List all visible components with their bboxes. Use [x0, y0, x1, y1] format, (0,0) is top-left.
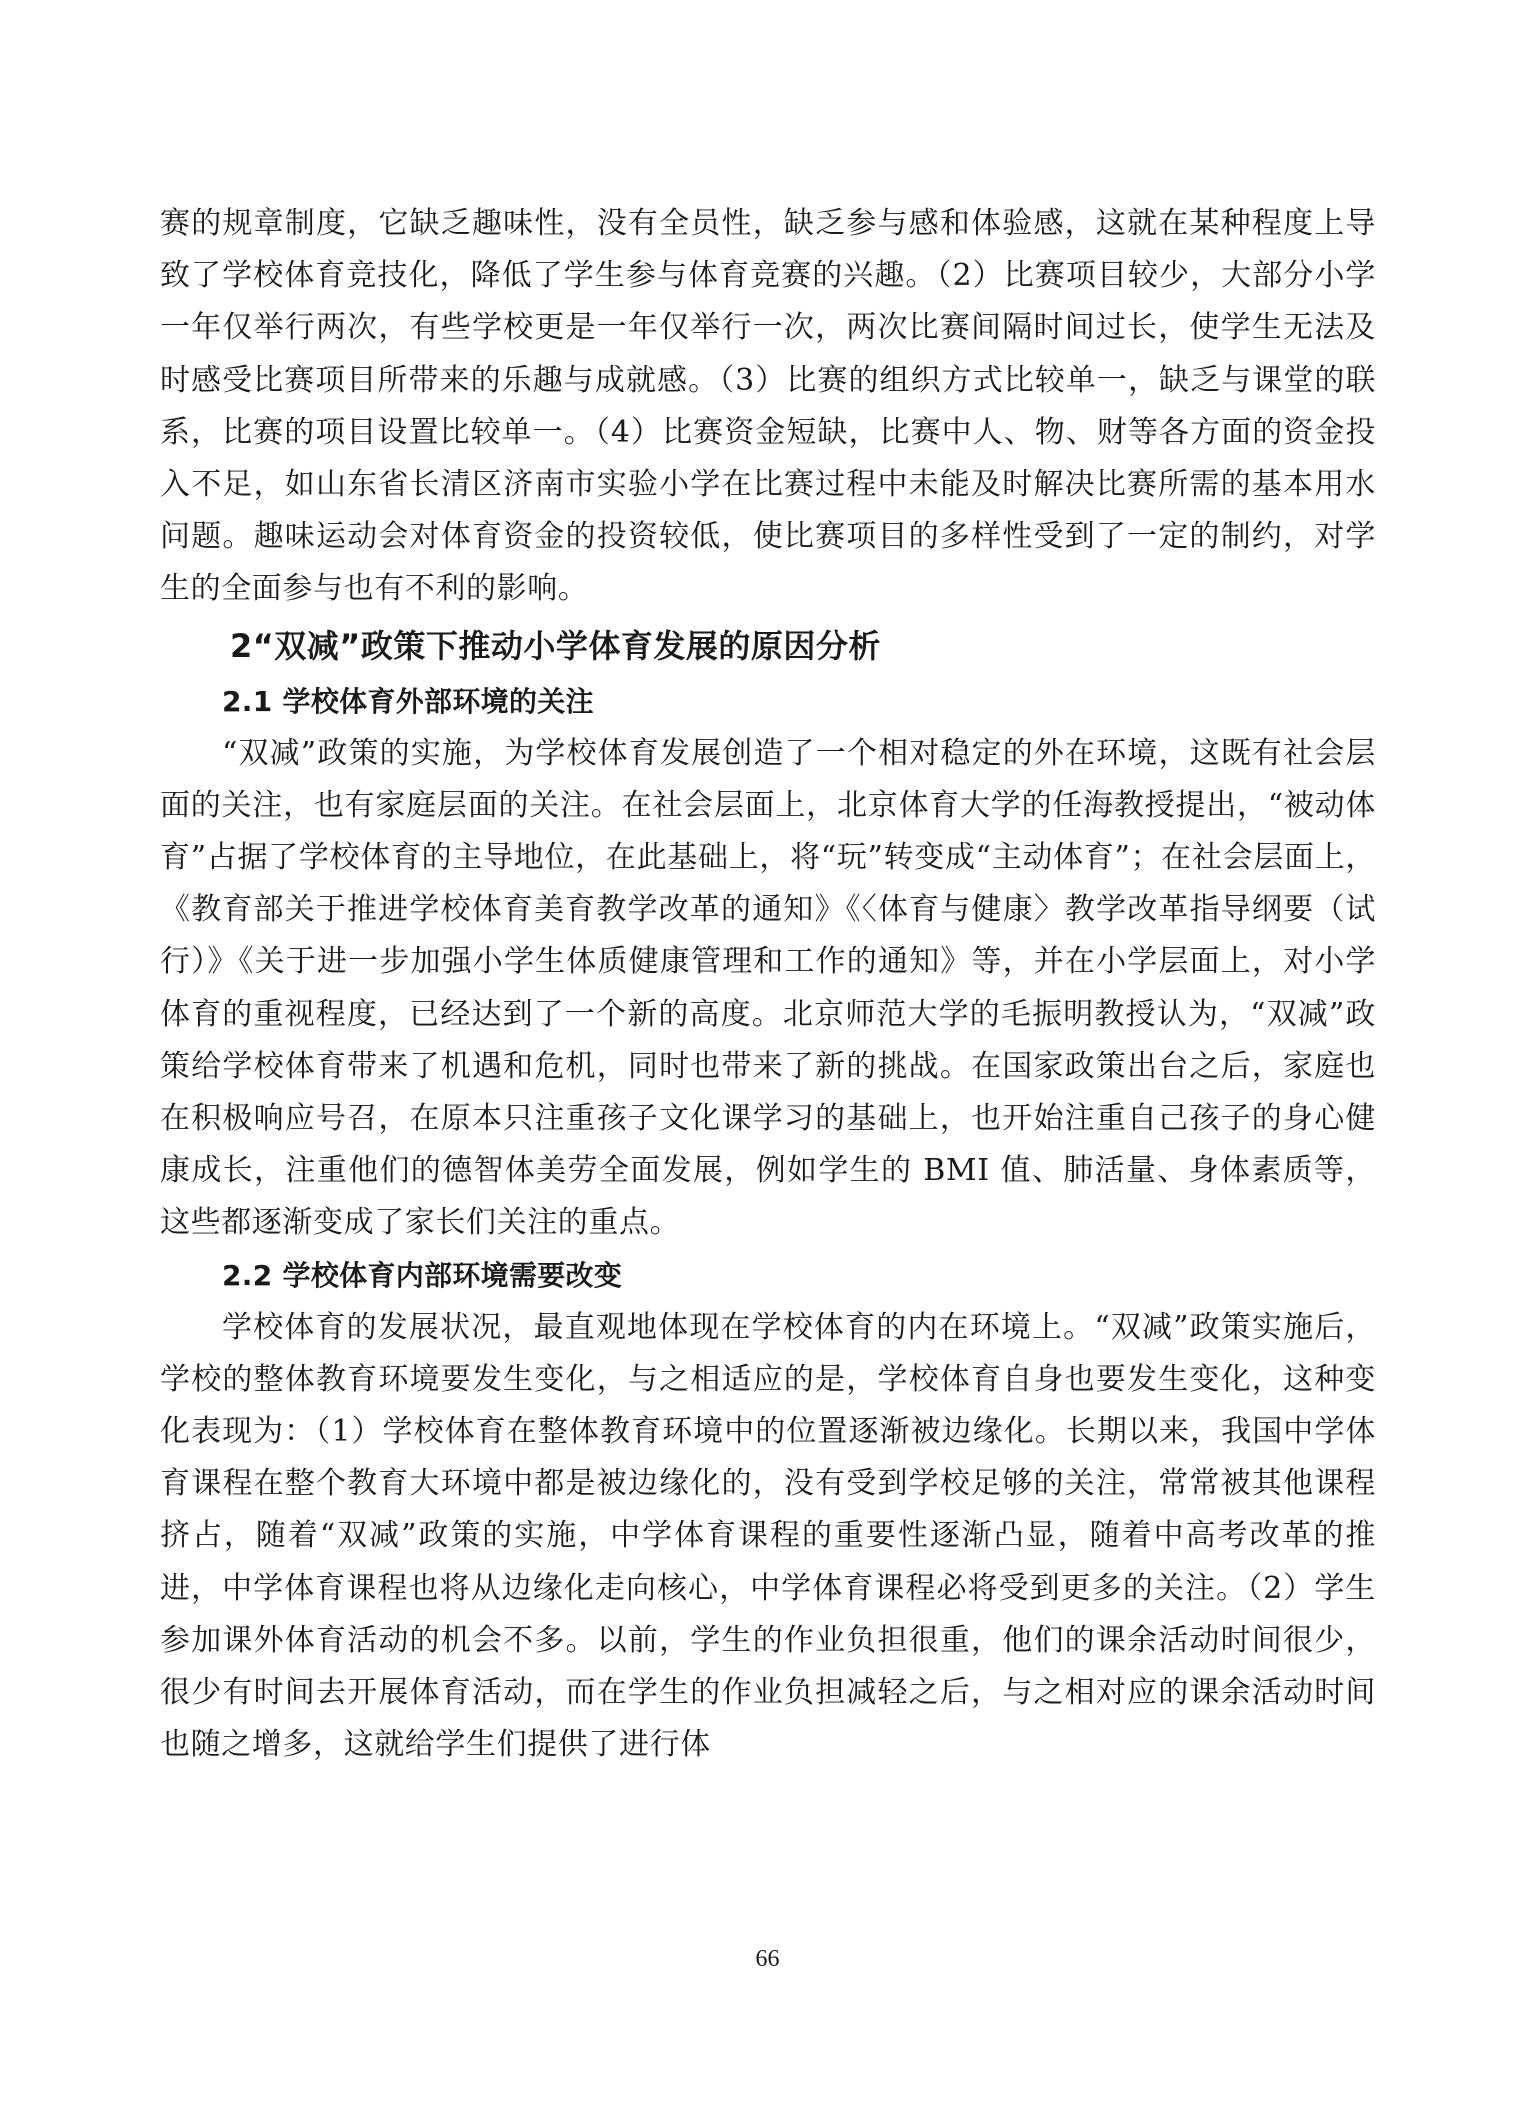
page-number: 66 — [755, 1946, 780, 1972]
document-body — [160, 198, 1376, 1771]
section-heading: 2“双减”政策下推动小学体育发展的原因分析 — [230, 626, 881, 665]
body-paragraph: 学校体育的发展状况，最直观地体现在学校体育的内在环境上。“双减”政策实施后，学校的整体教育环境要发生变化，与之相适应的是，学校体育自身也要发生变化，这种变化表现为：（1）学校体育在整体教育环境中的位置逐渐被边缘化。长期以来，我国中学体育课程在整个教育大环境中都是被边缘化的，没有受到学校足够的关注，常常被其他课程挤占，随着“双减”政策的实施，中学体育课程的重要性逐渐凸显，随着中高考改革的推进，中学体育课程也将从边缘化走向核心，中学体育课程必将受到更多的关注。（2）学生参加课外体育活动的机会不多。以前，学生的作业负担很重，他们的课余活动时间很少，很少有时间去开展体育活动，而在学生的作业负担减轻之后，与之相对应的课余活动时间也随之增多，这就给学生们提供了进行体 — [160, 1309, 1376, 1763]
body-paragraph: 赛的规章制度，它缺乏趣味性，没有全员性，缺乏参与感和体验感，这就在某种程度上导致了学校体育竞技化，降低了学生参与体育竞赛的兴趣。（2）比赛项目较少，大部分小学一年仅举行两次，有些学校更是一年仅举行一次，两次比赛间隔时间过长，使学生无法及时感受比赛项目所带来的乐趣与成就感。（3）比赛的组织方式比较单一，缺乏与课堂的联系，比赛的项目设置比较单一。（4）比赛资金短缺，比赛中人、物、财等各方面的资金投入不足，如山东省长清区济南市实验小学在比赛过程中未能及时解决比赛所需的基本用水问题。趣味运动会对体育资金的投资较低，使比赛项目的多样性受到了一定的制约，对学生的全面参与也有不利的影响。 — [160, 206, 1376, 607]
subsection-heading: 2.2 学校体育内部环境需要改变 — [222, 1258, 623, 1292]
body-paragraph: “双减”政策的实施，为学校体育发展创造了一个相对稳定的外在环境，这既有社会层面的关注，也有家庭层面的关注。在社会层面上，北京体育大学的任海教授提出，“被动体育”占据了学校体育的主导地位，在此基础上，将“玩”转变成“主动体育”；在社会层面上，《教育部关于推进学校体育美育教学改革的通知》《〈体育与健康〉教学改革指导纲要（试行）》《关于进一步加强小学生体质健康管理和工作的通知》等，并在小学层面上，对小学体育的重视程度，已经达到了一个新的高度。北京师范大学的毛振明教授认为，“双减”政策给学校体育带来了机遇和危机，同时也带来了新的挑战。在国家政策出台之后，家庭也在积极响应号召，在原本只注重孩子文化课学习的基础上，也开始注重自己孩子的身心健康成长，注重他们的德智体美劳全面发展，例如学生的 BMI 值、肺活量、身体素质等，这些都逐渐变成了家长们关注的重点。 — [160, 735, 1376, 1241]
subsection-heading: 2.1 学校体育外部环境的关注 — [222, 684, 594, 718]
